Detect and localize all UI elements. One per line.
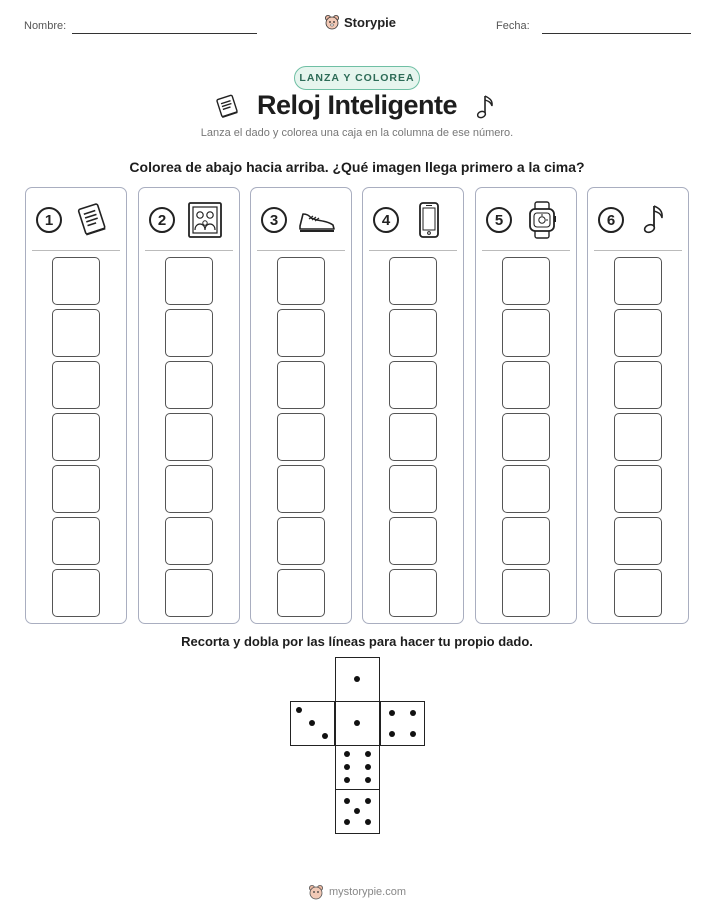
color-box[interactable] bbox=[52, 569, 100, 617]
bear-footer-icon bbox=[308, 884, 324, 900]
column-3 bbox=[250, 187, 352, 624]
activity-tag: LANZA Y COLOREA bbox=[294, 66, 420, 90]
die-face-1 bbox=[335, 701, 380, 746]
name-label: Nombre: bbox=[24, 20, 67, 32]
die-pip bbox=[344, 819, 350, 825]
sneaker-icon bbox=[297, 200, 337, 240]
footer-url[interactable]: mystorypie.com bbox=[328, 886, 407, 898]
die-pip bbox=[410, 731, 416, 737]
color-box[interactable] bbox=[277, 413, 325, 461]
color-box[interactable] bbox=[277, 465, 325, 513]
music-note-icon bbox=[634, 200, 674, 240]
bear-icon bbox=[324, 14, 340, 30]
color-box[interactable] bbox=[165, 465, 213, 513]
date-label: Fecha: bbox=[496, 20, 530, 32]
column-number: 4 bbox=[373, 207, 399, 233]
brand-name: Storypie bbox=[344, 14, 397, 30]
color-box[interactable] bbox=[614, 361, 662, 409]
color-box[interactable] bbox=[52, 517, 100, 565]
color-box[interactable] bbox=[389, 361, 437, 409]
column-number: 2 bbox=[149, 207, 175, 233]
die-pip bbox=[389, 731, 395, 737]
footer bbox=[0, 884, 714, 900]
color-box[interactable] bbox=[165, 361, 213, 409]
column-divider bbox=[145, 250, 233, 251]
color-box[interactable] bbox=[277, 517, 325, 565]
die-pip bbox=[354, 720, 360, 726]
color-box[interactable] bbox=[277, 309, 325, 357]
color-box[interactable] bbox=[614, 257, 662, 305]
color-box[interactable] bbox=[389, 413, 437, 461]
die-face-6 bbox=[335, 745, 380, 790]
die-face-5 bbox=[335, 789, 380, 834]
column-divider bbox=[32, 250, 120, 251]
color-box[interactable] bbox=[165, 413, 213, 461]
column-number: 1 bbox=[36, 207, 62, 233]
color-box[interactable] bbox=[165, 309, 213, 357]
color-box[interactable] bbox=[614, 569, 662, 617]
column-4 bbox=[362, 187, 464, 624]
die-pip bbox=[365, 777, 371, 783]
subtitle: Lanza el dado y colorea una caja en la columna de ese número. bbox=[200, 127, 514, 139]
music-note-title-icon bbox=[473, 92, 499, 122]
color-box[interactable] bbox=[277, 257, 325, 305]
color-box[interactable] bbox=[277, 569, 325, 617]
color-box[interactable] bbox=[52, 465, 100, 513]
column-number: 5 bbox=[486, 207, 512, 233]
column-1 bbox=[25, 187, 127, 624]
column-2 bbox=[138, 187, 240, 624]
die-pip bbox=[365, 764, 371, 770]
color-box[interactable] bbox=[502, 413, 550, 461]
column-divider bbox=[257, 250, 345, 251]
die-face-4 bbox=[380, 701, 425, 746]
color-box[interactable] bbox=[502, 309, 550, 357]
color-box[interactable] bbox=[389, 569, 437, 617]
column-number: 3 bbox=[261, 207, 287, 233]
family-photo-icon bbox=[185, 200, 225, 240]
die-face-1 bbox=[335, 657, 380, 702]
name-field-line[interactable] bbox=[72, 33, 257, 34]
color-box[interactable] bbox=[52, 257, 100, 305]
die-pip bbox=[344, 777, 350, 783]
color-box[interactable] bbox=[614, 465, 662, 513]
die-pip bbox=[309, 720, 315, 726]
die-pip bbox=[344, 798, 350, 804]
die-pip bbox=[410, 710, 416, 716]
die-pip bbox=[322, 733, 328, 739]
color-box[interactable] bbox=[502, 569, 550, 617]
column-divider bbox=[594, 250, 682, 251]
notebook-icon bbox=[72, 200, 112, 240]
color-box[interactable] bbox=[165, 257, 213, 305]
die-pip bbox=[354, 676, 360, 682]
die-pip bbox=[365, 751, 371, 757]
die-pip bbox=[344, 764, 350, 770]
color-box[interactable] bbox=[165, 569, 213, 617]
column-number: 6 bbox=[598, 207, 624, 233]
color-box[interactable] bbox=[52, 413, 100, 461]
die-pip bbox=[365, 798, 371, 804]
color-box[interactable] bbox=[389, 517, 437, 565]
color-box[interactable] bbox=[277, 361, 325, 409]
die-pip bbox=[389, 710, 395, 716]
column-divider bbox=[369, 250, 457, 251]
color-box[interactable] bbox=[614, 413, 662, 461]
die-pip bbox=[296, 707, 302, 713]
color-box[interactable] bbox=[52, 309, 100, 357]
color-box[interactable] bbox=[502, 361, 550, 409]
cut-instruction: Recorta y dobla por las líneas para hacer tu propio dado. bbox=[181, 634, 533, 649]
page-title: Reloj Inteligente bbox=[256, 90, 458, 120]
smartwatch-icon bbox=[522, 200, 562, 240]
instruction-text: Colorea de abajo hacia arriba. ¿Qué imagen llega primero a la cima? bbox=[129, 159, 585, 175]
color-box[interactable] bbox=[502, 465, 550, 513]
color-box[interactable] bbox=[502, 517, 550, 565]
color-box[interactable] bbox=[52, 361, 100, 409]
die-pip bbox=[354, 808, 360, 814]
color-box[interactable] bbox=[389, 257, 437, 305]
die-pip bbox=[365, 819, 371, 825]
color-box[interactable] bbox=[614, 309, 662, 357]
color-box[interactable] bbox=[389, 465, 437, 513]
color-box[interactable] bbox=[614, 517, 662, 565]
smartphone-icon bbox=[409, 200, 449, 240]
die-face-3 bbox=[290, 701, 335, 746]
date-field-line[interactable] bbox=[542, 33, 691, 34]
color-box[interactable] bbox=[165, 517, 213, 565]
column-divider bbox=[482, 250, 570, 251]
column-6 bbox=[587, 187, 689, 624]
color-box[interactable] bbox=[389, 309, 437, 357]
die-pip bbox=[344, 751, 350, 757]
brand-logo bbox=[324, 14, 396, 30]
color-box[interactable] bbox=[502, 257, 550, 305]
column-5 bbox=[475, 187, 577, 624]
